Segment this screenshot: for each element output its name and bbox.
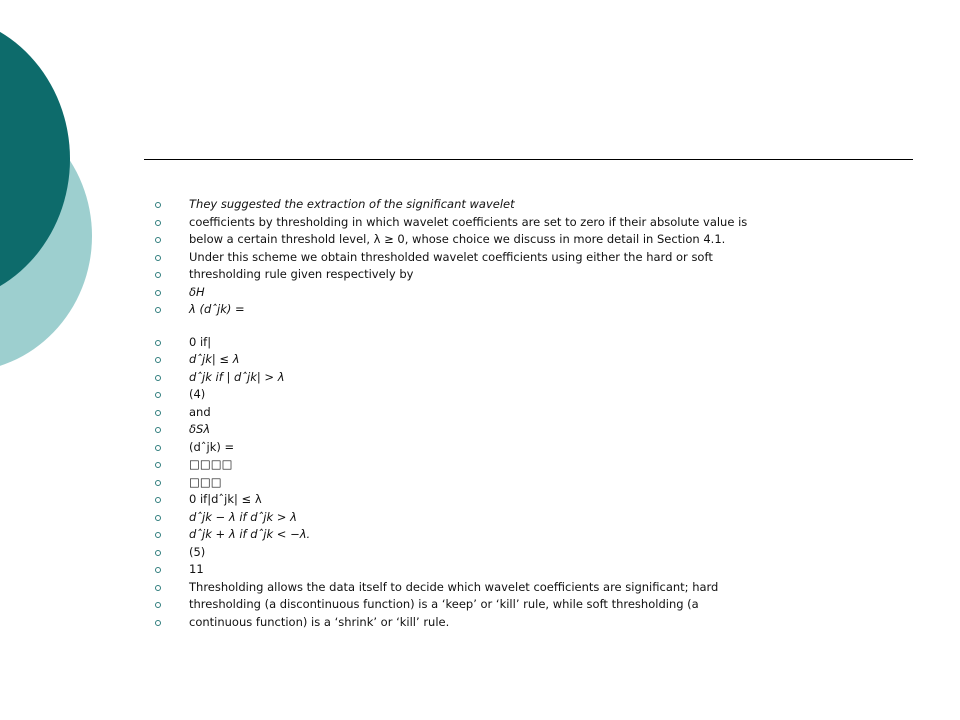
bullet-item — [145, 351, 925, 369]
bullet-text: □□□□ — [189, 457, 233, 471]
bullet-circle-icon — [155, 307, 161, 313]
bullet-circle-icon — [155, 602, 161, 608]
bullet-item — [145, 249, 925, 267]
bullet-circle-icon — [155, 220, 161, 226]
slide-body-bullets — [145, 196, 925, 631]
bullet-circle-icon — [155, 255, 161, 261]
bullet-item — [145, 266, 925, 284]
bullet-item — [145, 544, 925, 562]
bullet-item — [145, 284, 925, 302]
bullet-text: dˆjk if | dˆjk| > λ — [189, 369, 285, 384]
bullet-circle-icon — [155, 550, 161, 556]
bullet-text: dˆjk − λ if dˆjk > λ — [189, 509, 297, 524]
bullet-circle-icon — [155, 202, 161, 208]
bullet-text: continuous function) is a ‘shrink’ or ‘kill’ rule. — [189, 614, 450, 629]
bullet-circle-icon — [155, 620, 161, 626]
bullet-item — [145, 386, 925, 404]
bullet-text: 0 if|dˆjk| ≤ λ — [189, 492, 262, 506]
bullet-circle-icon — [155, 237, 161, 243]
bullet-text: (5) — [189, 544, 206, 559]
bullet-circle-icon — [155, 567, 161, 573]
bullet-circle-icon — [155, 445, 161, 451]
bullet-item — [145, 404, 925, 422]
bullet-text: δSλ — [189, 422, 211, 436]
bullet-item — [145, 579, 925, 597]
bullet-circle-icon — [155, 480, 161, 486]
bullet-circle-icon — [155, 272, 161, 278]
bullet-text: coefficients by thresholding in which wavelet coefficients are set to zero if their absolute value is — [189, 214, 748, 229]
bullet-item — [145, 561, 925, 579]
bullet-item — [145, 421, 925, 439]
bullet-circle-icon — [155, 392, 161, 398]
bullet-circle-icon — [155, 340, 161, 346]
bullet-text: dˆjk| ≤ λ — [189, 352, 240, 366]
bullet-circle-icon — [155, 410, 161, 416]
bullet-text: They suggested the extraction of the significant wavelet — [189, 197, 515, 211]
bullet-circle-icon — [155, 375, 161, 381]
bullet-text: and — [189, 404, 211, 419]
bullet-item — [145, 196, 925, 214]
bullet-item — [145, 439, 925, 457]
bullet-circle-icon — [155, 357, 161, 363]
bullet-item — [145, 456, 925, 474]
bullet-circle-icon — [155, 427, 161, 433]
bullet-text: Thresholding allows the data itself to decide which wavelet coefficients are significant; hard — [189, 579, 719, 594]
bullet-text: Under this scheme we obtain thresholded wavelet coefficients using either the hard or soft — [189, 249, 713, 264]
bullet-circle-icon — [155, 515, 161, 521]
bullet-circle-icon — [155, 497, 161, 503]
title-divider-line — [144, 159, 913, 160]
bullet-item — [145, 301, 925, 319]
bullet-text: □□□ — [189, 474, 222, 489]
bullet-text: (4) — [189, 387, 206, 401]
bullet-text: thresholding (a discontinuous function) is a ‘keep’ or ‘kill’ rule, while soft thresholding (a — [189, 597, 699, 611]
bullet-text: (dˆjk) = — [189, 439, 235, 454]
bullet-item — [145, 614, 925, 632]
bullet-text: 0 if| — [189, 334, 212, 349]
bullet-item — [145, 474, 925, 492]
bullet-text: δH — [189, 284, 205, 299]
bullet-circle-icon — [155, 290, 161, 296]
bullet-circle-icon — [155, 532, 161, 538]
bullet-item — [145, 509, 925, 527]
bullet-text: 11 — [189, 562, 204, 576]
bullet-circle-icon — [155, 585, 161, 591]
bullet-text: λ (dˆjk) = — [189, 302, 245, 316]
bullet-item — [145, 369, 925, 387]
bullet-item — [145, 334, 925, 352]
bullet-item — [145, 596, 925, 614]
bullet-item — [145, 231, 925, 249]
bullet-text: below a certain threshold level, λ ≥ 0, whose choice we discuss in more detail in Section 4.1. — [189, 232, 726, 246]
bullet-item — [145, 214, 925, 232]
bullet-item — [145, 491, 925, 509]
bullet-item — [145, 526, 925, 544]
bullet-text: dˆjk + λ if dˆjk < −λ. — [189, 527, 311, 541]
bullet-circle-icon — [155, 462, 161, 468]
bullet-text: thresholding rule given respectively by — [189, 267, 414, 281]
